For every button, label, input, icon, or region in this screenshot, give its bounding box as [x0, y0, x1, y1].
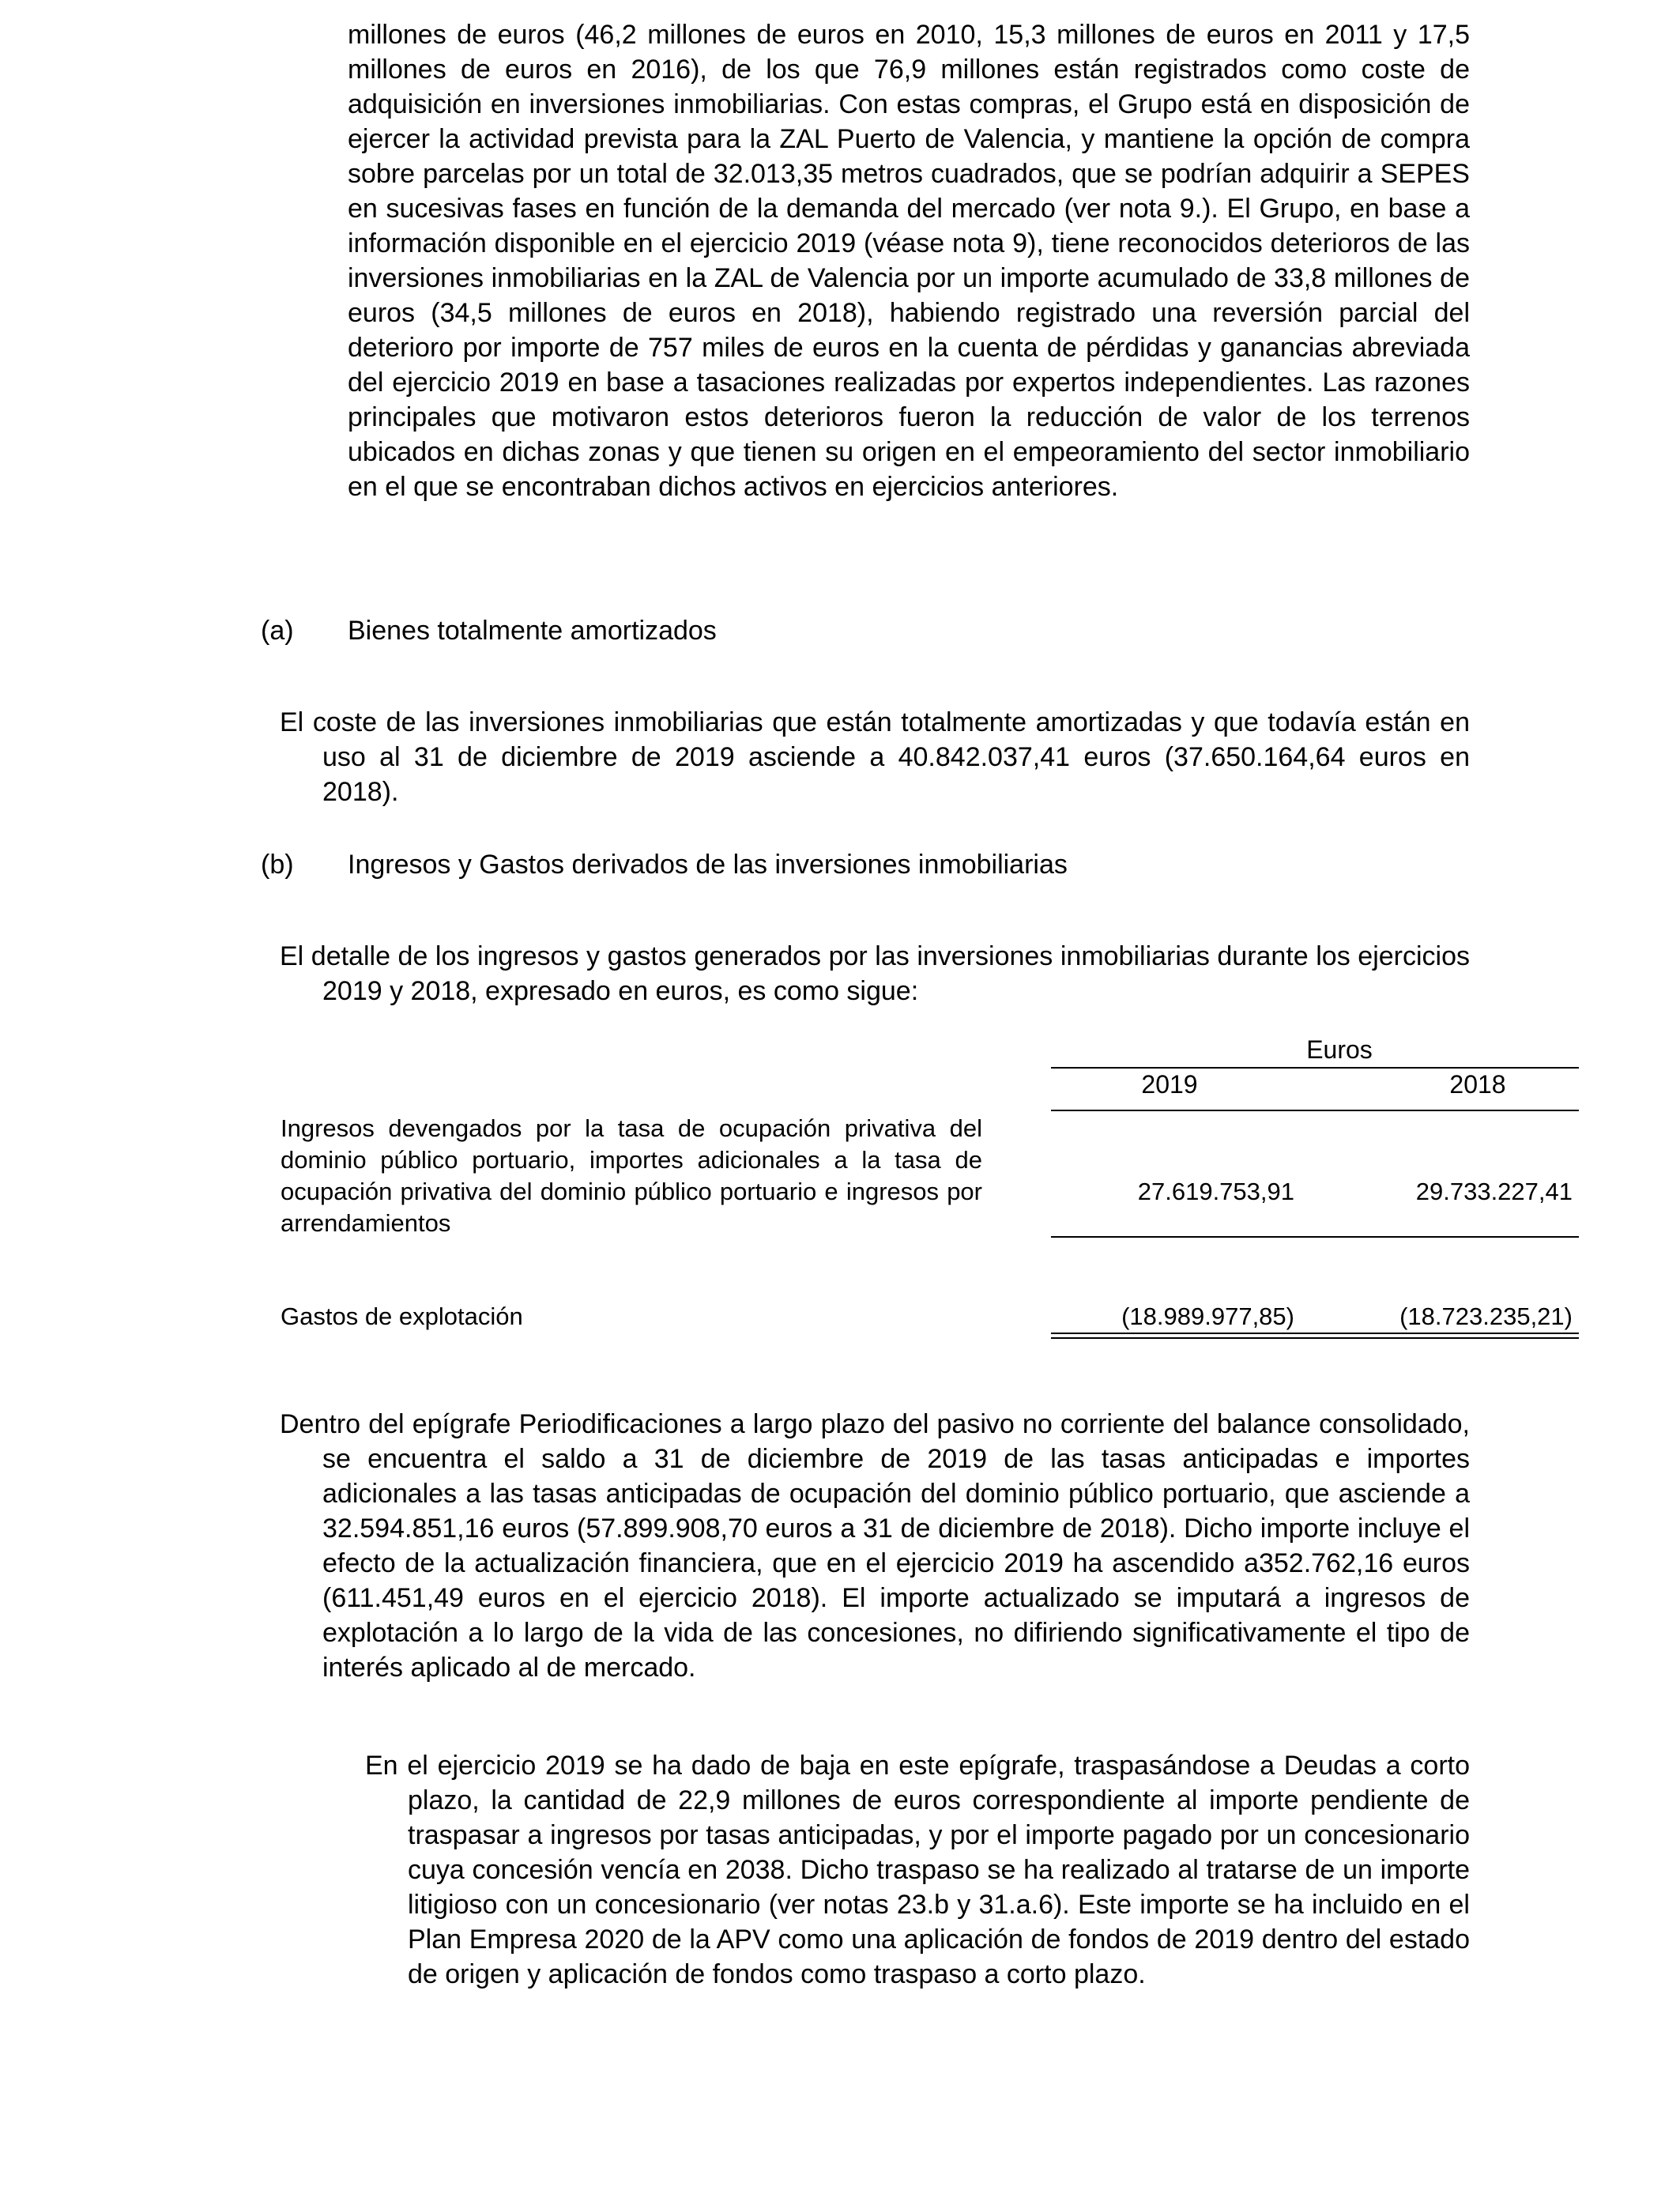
total-rule-top: [1051, 1333, 1579, 1334]
paragraph-periodificaciones: Dentro del epígrafe Periodificaciones a largo plazo del pasivo no corriente del balance consolidado, se encuentra el saldo a 31 de diciembre de 2019 de las tasas anticipadas e importes adicionales a las tasas anticipadas de ocupación del dominio público portuario, que asciende a 32.594.851,16 euros (57.899.908,70 euros a 31 de diciembre de 2018). Dicho importe incluye el efecto de la actualización financiera, que en el ejercicio 2019 ha ascendido a352.762,16 euros (611.451,49 euros en el ejercicio 2018). El importe actualizado se imputará a ingresos de explotación a lo largo de la vida de las concesiones, no difiriendo significativamente el tipo de interés aplicado al de mercado.: [280, 1409, 1470, 1683]
paragraph-deterioros: millones de euros (46,2 millones de euros en 2010, 15,3 millones de euros en 2011 y 17,5 millones de euros en 2016), de los que 76,9 millones están registrados como coste de adquisición en inversiones inmobiliarias. Con estas compras, el Grupo está en disposición de ejercer la actividad prevista para la ZAL Puerto de Valencia, y mantiene la opción de compra sobre parcelas por un total de 32.013,35 metros cuadrados, que se podrían adquirir a SEPES en sucesivas fases en función de la demanda del mercado (ver nota 9.). El Grupo, en base a información disponible en el ejercicio 2019 (véase nota 9), tiene reconocidos deterioros de las inversiones inmobiliarias en la ZAL de Valencia por un importe acumulado de 33,8 millones de euros (34,5 millones de euros en 2018), habiendo registrado una reversión parcial del deterioro por importe de 757 miles de euros en la cuenta de pérdidas y ganancias abreviada del ejercicio 2019 en base a tasaciones realizadas por expertos independientes. Las razones principales que motivaron estos deterioros fueron la reducción de valor de los terrenos ubicados en dichas zonas y que tienen su origen en el empeoramiento del sector inmobiliario en el que se encontraban dichos activos en ejercicios anteriores.: [348, 20, 1470, 502]
table-row-label-gastos: Gastos de explotación: [281, 1302, 523, 1330]
section-heading-b: [261, 847, 1525, 882]
section-heading-a: [261, 613, 1525, 648]
table-cell-gastos-2019: (18.989.977,85): [1121, 1302, 1294, 1330]
heading-a-letter: (a): [261, 616, 294, 646]
paragraph-bienes-amortizados: El coste de las inversiones inmobiliarias que están totalmente amortizadas y que todavía están en uso al 31 de diciembre de 2019 asciende a 40.842.037,41 euros (37.650.164,64 euros en 2018).: [280, 707, 1470, 807]
subtotal-rule: [1051, 1236, 1579, 1238]
heading-a-title: Bienes totalmente amortizados: [348, 616, 717, 646]
column-header-2018: 2018: [1449, 1070, 1506, 1099]
table-cell-ingresos-2019: 27.619.753,91: [1137, 1178, 1294, 1205]
paragraph-detalle-ingresos: El detalle de los ingresos y gastos generados por las inversiones inmobiliarias durante los ejercicios 2019 y 2018, expresado en euros, es como sigue:: [280, 941, 1470, 1006]
table-unit-header: Euros: [1306, 1035, 1373, 1064]
heading-b-letter: (b): [261, 850, 294, 880]
table-cell-gastos-2018: (18.723.235,21): [1399, 1302, 1573, 1330]
column-header-2019: 2019: [1141, 1070, 1198, 1099]
column-header-rule: [1051, 1110, 1579, 1111]
heading-b-title: Ingresos y Gastos derivados de las inversiones inmobiliarias: [348, 850, 1068, 880]
total-rule-bottom: [1051, 1337, 1579, 1339]
paragraph-baja-epigrafe: En el ejercicio 2019 se ha dado de baja en este epígrafe, traspasándose a Deudas a corto plazo, la cantidad de 22,9 millones de euros correspondiente al importe pendiente de traspasar a ingresos por tasas anticipadas, y por el importe pagado por un concesionario cuya concesión vencía en 2038. Dicho traspaso se ha realizado al tratarse de un importe litigioso con un concesionario (ver notas 23.b y 31.a.6). Este importe se ha incluido en el Plan Empresa 2020 de la APV como una aplicación de fondos de 2019 dentro del estado de origen y aplicación de fondos como traspaso a corto plazo.: [365, 1751, 1470, 1989]
table-row-label-ingresos: Ingresos devengados por la tasa de ocupación privativa del dominio público portuario, importes adicionales a la tasa de ocupación privativa del dominio público portuario e ingresos por arrendamientos: [281, 1114, 982, 1237]
table-cell-ingresos-2018: 29.733.227,41: [1415, 1178, 1573, 1205]
